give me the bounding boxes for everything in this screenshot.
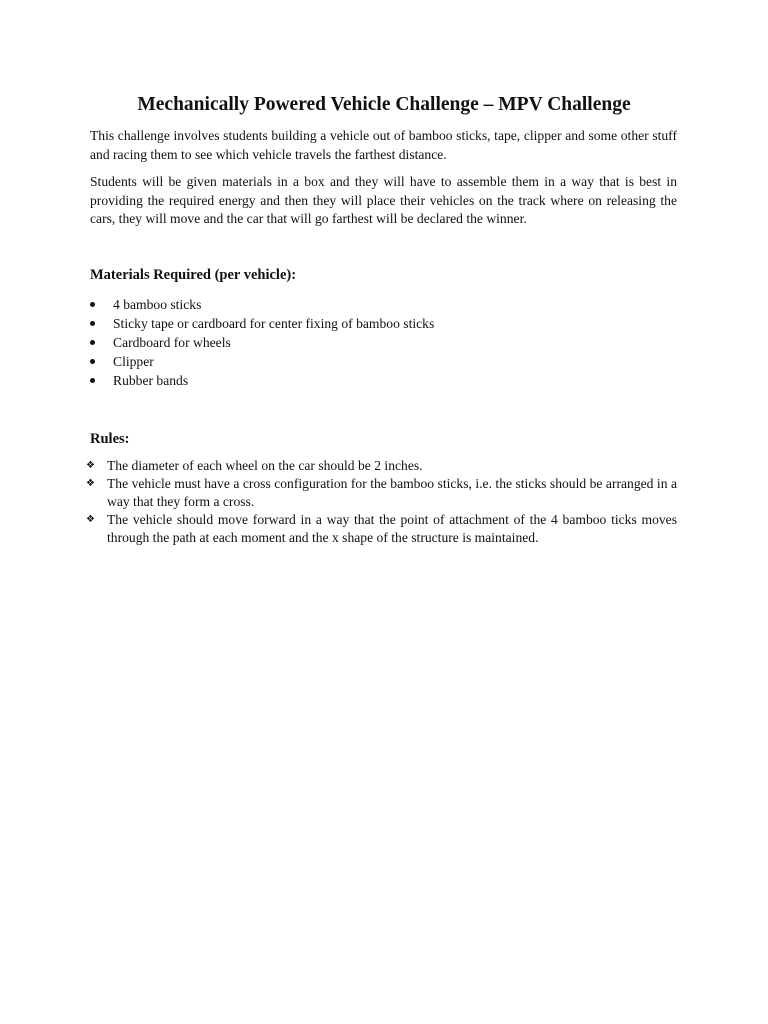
rules-item-text: The diameter of each wheel on the car should be 2 inches. [107, 458, 423, 473]
intro-paragraph: This challenge involves students building a vehicle out of bamboo sticks, tape, clipper and some other stuff and racing them to see which vehicle travels the farthest distance. [90, 128, 677, 162]
rules-list-item [0, 457, 677, 475]
round-bullet-icon [90, 302, 95, 307]
materials-heading: Materials Required (per vehicle): [90, 267, 297, 283]
materials-item-text: Sticky tape or cardboard for center fixing of bamboo sticks [113, 316, 435, 331]
round-bullet-icon [90, 359, 95, 364]
diamond-bullet-icon: ❖ [86, 514, 95, 525]
rules-item-text: The vehicle should move forward in a way that the point of attachment of the 4 bamboo ticks moves through the path at each moment and the x shape of the structure is maintained. [107, 512, 677, 545]
rules-list [0, 457, 677, 547]
diamond-bullet-icon: ❖ [86, 460, 95, 471]
round-bullet-icon [90, 321, 95, 326]
materials-item-text: 4 bamboo sticks [113, 297, 202, 312]
round-bullet-icon [90, 378, 95, 383]
diamond-bullet-icon: ❖ [86, 478, 95, 489]
rules-item-text: The vehicle must have a cross configuration for the bamboo sticks, i.e. the sticks should be arranged in a way that they form a cross. [107, 476, 677, 509]
round-bullet-icon [90, 340, 95, 345]
document-title: Mechanically Powered Vehicle Challenge – MPV Challenge [137, 94, 631, 115]
instructions-paragraph: Students will be given materials in a box and they will have to assemble them in a way that is best in providing the required energy and then they will place their vehicles on the track where on releasing the cars, they will move and the car that will go farthest will be declared the winner. [90, 174, 677, 226]
materials-item-text: Clipper [113, 354, 154, 369]
rules-list-item [0, 475, 677, 511]
rules-heading: Rules: [90, 431, 130, 447]
materials-item-text: Cardboard for wheels [113, 335, 231, 350]
materials-item-text: Rubber bands [113, 373, 189, 388]
rules-list-item [0, 511, 677, 547]
